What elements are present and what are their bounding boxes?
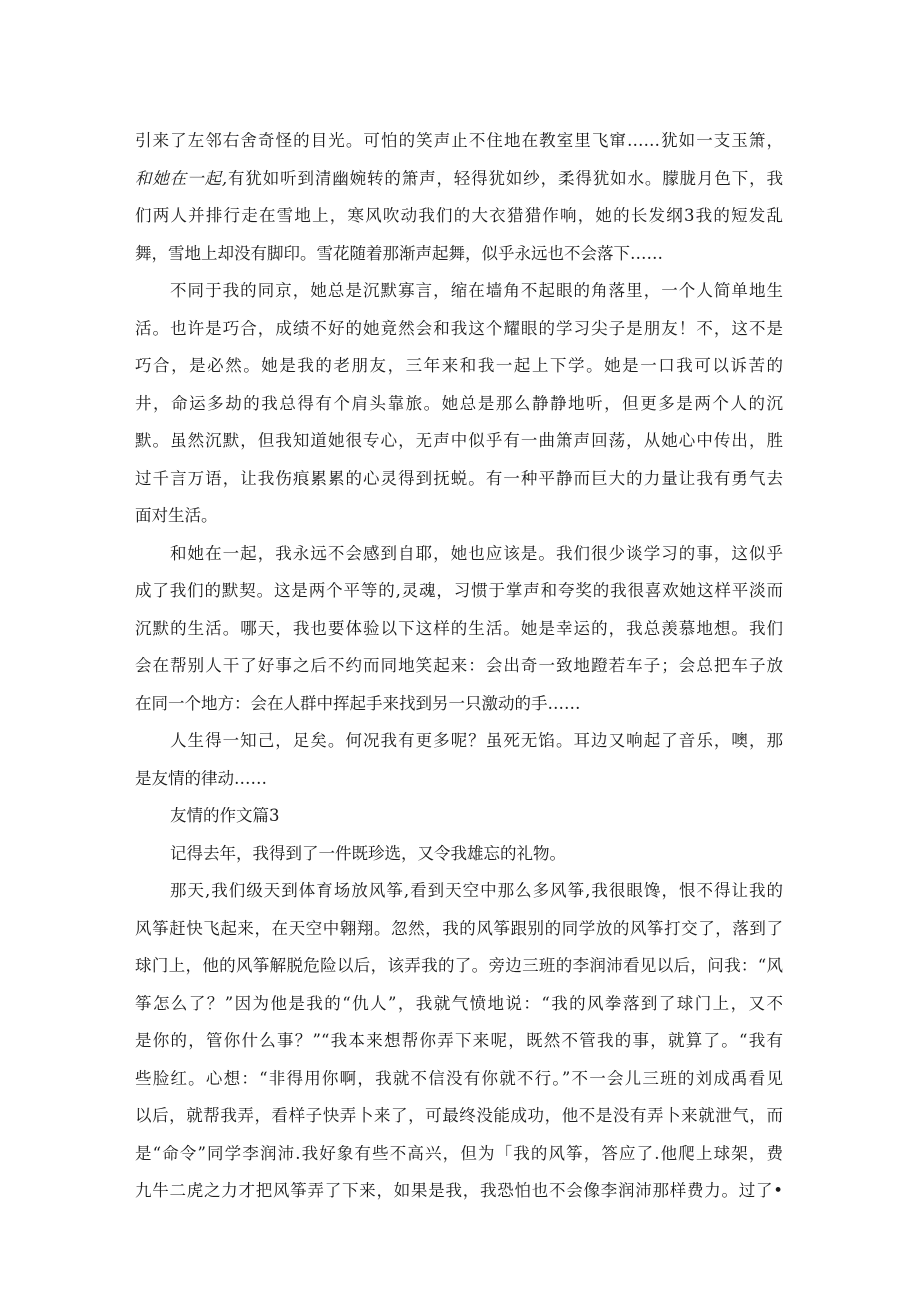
text-line: 引来了左邻右舍奇怪的目光。可怕的笑声止不住地在教室里飞窜……犹如一支玉箫， [135, 131, 783, 150]
text-line: 那天,我们级天到体育场放风筝,看到天空中那么多风筝,我很眼馋，恨不得让我的 [170, 881, 783, 900]
text-line: 巧合，是必然。她是我的老朋友，三年来和我一起上下学。她是一口我可以诉苦的 [135, 356, 783, 375]
paragraph [135, 535, 783, 723]
paragraph [135, 835, 783, 873]
text-line: 舞，雪地上却没有脚印。雪花随着那渐声起舞，似乎永远也不会落下…… [135, 243, 663, 263]
text-run: 有犹如听到清幽婉转的箫声，轻得犹如纱，柔得犹如水。朦胧月色下，我 [227, 168, 784, 188]
italic-phrase: 和她在一起, [135, 168, 228, 188]
text-line: 筝怎么了？”因为他是我的“仇人”，我就气愤地说：“我的风拳落到了球门上，又不 [135, 993, 783, 1013]
text-line: 些脸红。心想：“非得用你啊，我就不信没有你就不行。”不一会儿三班的刘成禹看见 [135, 1068, 783, 1088]
text-line: 记得去年，我得到了一件既珍选，又令我雄忘的礼物。 [170, 843, 566, 863]
text-line: 球门上，他的风筝解脱危险以后，该弄我的了。旁边三班的李润沛看见以后，问我：“风 [135, 956, 783, 975]
paragraph [135, 122, 783, 272]
text-line: 会在帮别人干了好事之后不约而同地笑起来：会出奇一致地蹬若车子；会总把车子放 [135, 656, 783, 675]
text-line: 以后，就帮我弄，看样子快弄卜来了，可最终没能成功，他不是没有弄卜来就泄气，而 [135, 1106, 783, 1125]
paragraph [135, 722, 783, 797]
text-line: 和她在一起，我永远不会感到自耶，她也应该是。我们很少谈学习的事，这似乎 [170, 543, 783, 563]
text-line: 沉默的生活。哪天，我也要体验以下这样的生活。她是幸运的，我总羡慕地想。我们 [135, 618, 783, 638]
text-line: 人生得一知己，足矣。何况我有更多呢？虽死无馅。耳边又响起了音乐，噢，那 [170, 731, 783, 750]
text-line: 是友情的律动…… [135, 768, 267, 788]
section-heading: 友情的作文篇3 [170, 806, 280, 825]
text-line: 是你的，管你什么事？”“我本来想帮你弄下来呢，既然不管我的事，就算了。“我有 [135, 1031, 783, 1050]
text-line: 是“命令”同学李润沛.我好象有些不高兴，但为「我的风筝，答应了.他爬上球架，费 [135, 1143, 783, 1163]
text-line: 九牛二虎之力才把风筝弄了下来，如果是我，我恐怕也不会像李润沛那样费力。过了• [135, 1181, 783, 1200]
text-line [135, 160, 783, 198]
text-line: 风筝赶快飞起来，在天空中翱翔。忽然，我的风筝跟别的同学放的风筝打交了，落到了 [135, 918, 783, 938]
text-line: 默。虽然沉默，但我知道她很专心，无声中似乎有一曲箫声回荡，从她心中传出，胜 [135, 431, 783, 450]
text-line: 不同于我的同京，她总是沉默寡言，缩在墙角不起眼的角落里，一个人简单地生 [170, 281, 783, 300]
document-body [135, 122, 783, 1210]
text-line: 们两人并排行走在雪地上，寒风吹动我们的大衣猎猎作响，她的长发纲3我的短发乱 [135, 206, 783, 225]
text-line: 活。也许是巧合，成绩不好的她竟然会和我这个耀眼的学习尖子是朋友！不，这不是 [135, 318, 783, 338]
text-line: 面对生活。 [135, 506, 218, 525]
text-line: 成了我们的默契。这是两个平等的,灵魂，习惯于掌声和夸奖的我很喜欢她这样平淡而 [135, 581, 783, 600]
paragraph [135, 872, 783, 1210]
text-line: 井，命运多劫的我总得有个肩头靠旅。她总是那么静静地听，但更多是两个人的沉 [135, 393, 783, 413]
text-line: 在同一个地方：会在人群中挥起手来找到另一只激动的手…… [135, 693, 581, 713]
paragraph [135, 272, 783, 535]
section-title [135, 797, 783, 835]
text-line: 过千言万语，让我伤痕累累的心灵得到抚蜕。有一种平静而巨大的力量让我有勇气去 [135, 468, 783, 488]
